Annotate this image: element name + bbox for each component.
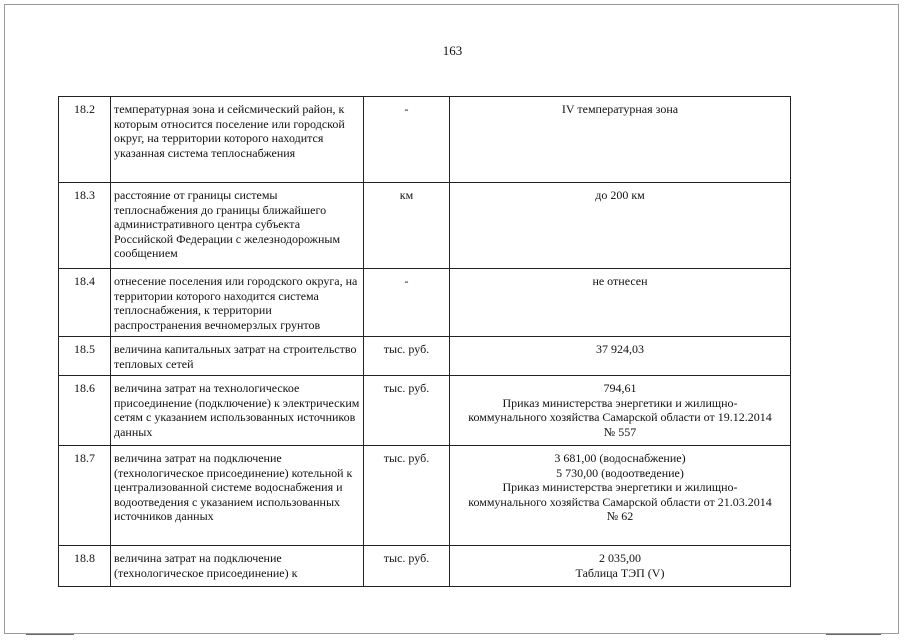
value-line: коммунального хозяйства Самарской области от 19.12.2014 bbox=[468, 410, 772, 424]
row-number: 18.5 bbox=[59, 337, 111, 376]
table-row bbox=[59, 546, 791, 587]
value-line: коммунального хозяйства Самарской области от 21.03.2014 bbox=[468, 494, 772, 509]
table-row bbox=[59, 97, 791, 183]
row-description: величина капитальных затрат на строительство тепловых сетей bbox=[111, 337, 364, 376]
row-number: 18.8 bbox=[59, 546, 111, 587]
table-row bbox=[59, 183, 791, 269]
page-number: 163 bbox=[442, 43, 463, 58]
row-unit: тыс. руб. bbox=[364, 546, 450, 587]
row-value bbox=[450, 337, 791, 376]
row-description: температурная зона и сейсмический район, к которым относится поселение или городской округ, на территории которого находится указанная система теплоснабжения bbox=[111, 97, 364, 183]
row-unit: тыс. руб. bbox=[364, 376, 450, 446]
row-value bbox=[450, 546, 791, 587]
table-row bbox=[59, 337, 791, 376]
row-value bbox=[450, 376, 791, 446]
row-unit: - bbox=[364, 269, 450, 337]
row-description: величина затрат на подключение (технологическое присоединение) к bbox=[111, 546, 364, 587]
table-row bbox=[59, 446, 791, 546]
value-line: 2 035,00 bbox=[599, 551, 641, 565]
row-number: 18.6 bbox=[59, 376, 111, 446]
row-value bbox=[450, 97, 791, 183]
scan-mark-left bbox=[26, 634, 74, 635]
row-description: отнесение поселения или городского округа, на территории которого находится система теплоснабжения, к территории распространения вечномерзлых грунтов bbox=[111, 269, 364, 337]
row-number: 18.7 bbox=[59, 446, 111, 546]
value-line: 794,61 bbox=[603, 381, 637, 395]
specification-table bbox=[58, 96, 791, 587]
row-number: 18.4 bbox=[59, 269, 111, 337]
row-unit: тыс. руб. bbox=[364, 337, 450, 376]
row-description: расстояние от границы системы теплоснабжения до границы ближайшего административного центра субъекта Российской Федерации с железнодорожным сообщением bbox=[111, 183, 364, 269]
value-line: № 557 bbox=[603, 424, 637, 439]
row-value bbox=[450, 183, 791, 269]
value-line: 37 924,03 bbox=[596, 342, 644, 356]
row-number: 18.3 bbox=[59, 183, 111, 269]
table-row bbox=[59, 376, 791, 446]
value-line: 5 730,00 (водоотведение) bbox=[556, 465, 684, 480]
row-unit: - bbox=[364, 97, 450, 183]
value-line: не отнесен bbox=[592, 274, 648, 288]
row-value bbox=[450, 446, 791, 546]
row-description: величина затрат на технологическое присоединение (подключение) к электрическим сетям с указанием использованных источников данных bbox=[111, 376, 364, 446]
row-value bbox=[450, 269, 791, 337]
scan-mark-right bbox=[826, 634, 881, 635]
value-line: 3 681,00 (водоснабжение) bbox=[554, 451, 686, 465]
table-row bbox=[59, 269, 791, 337]
row-unit: км bbox=[364, 183, 450, 269]
row-unit: тыс. руб. bbox=[364, 446, 450, 546]
value-line: № 62 bbox=[606, 509, 634, 523]
value-line: Таблица ТЭП (V) bbox=[575, 565, 665, 580]
value-line: до 200 км bbox=[595, 188, 645, 202]
value-line: Приказ министерства энергетики и жилищно- bbox=[502, 480, 738, 494]
value-line: IV температурная зона bbox=[561, 102, 679, 116]
row-number: 18.2 bbox=[59, 97, 111, 183]
value-line: Приказ министерства энергетики и жилищно- bbox=[502, 395, 738, 410]
row-description: величина затрат на подключение (технологическое присоединение) котельной к централизованной системе водоснабжения и водоотведения с указанием использованных источников данных bbox=[111, 446, 364, 546]
